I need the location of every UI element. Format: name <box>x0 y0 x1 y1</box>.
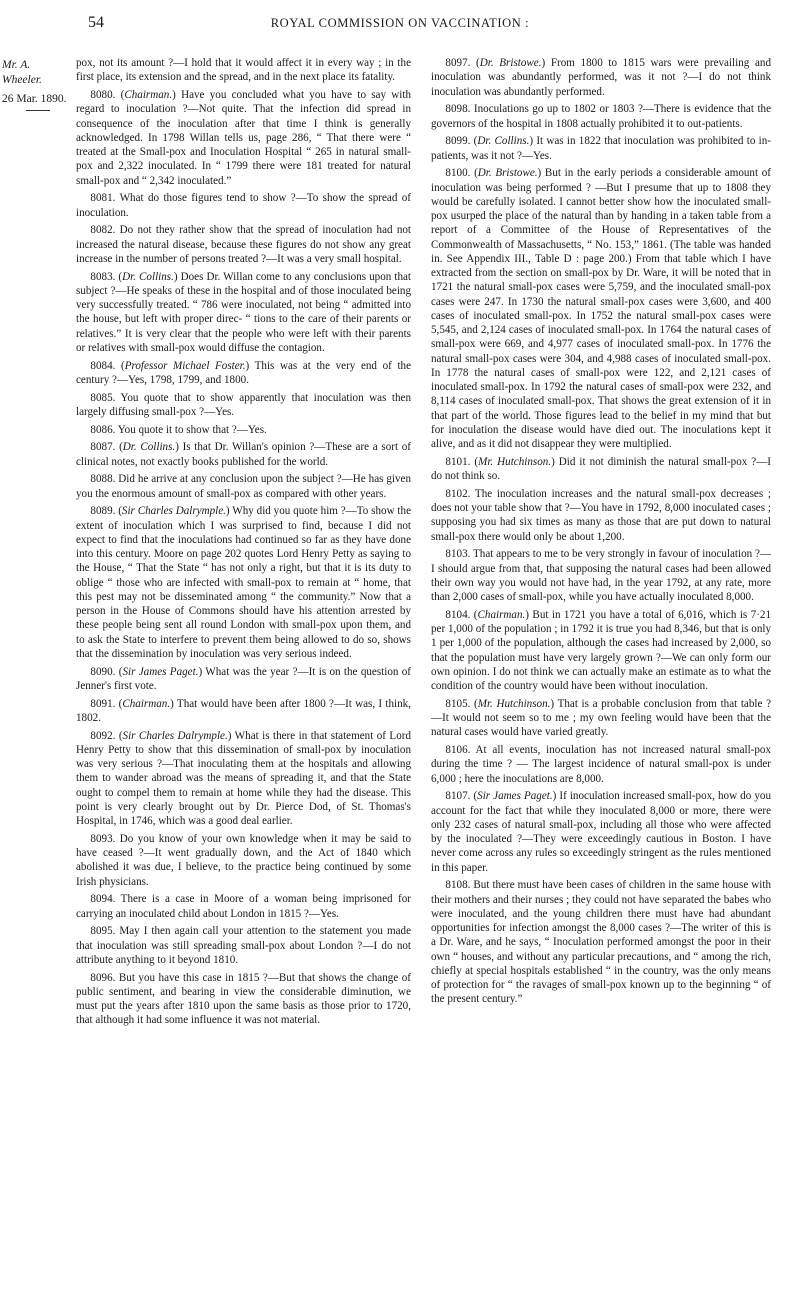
qa-paragraph <box>431 878 771 1006</box>
qa-paragraph <box>76 892 411 921</box>
qa-paragraph <box>431 166 771 451</box>
qa-paragraph <box>431 102 771 131</box>
paragraph-text: 8096. But you have this case in 1815 ?—But that shows the change of public sentiment, and bearing in view the considerable diminution, we must put the years after 1810 upon the same basis as those prior to 1720, that although it had some influence it was not material. <box>76 971 411 1027</box>
qa-paragraph <box>76 665 411 694</box>
paragraph-text: 8083. ( <box>90 270 123 283</box>
paragraph-text: pox, not its amount ?—I hold that it would affect it in every way ; in the first place, its extension and the spread, and in the next place its fatality. <box>76 57 411 84</box>
qa-paragraph <box>76 423 411 437</box>
qa-paragraph <box>76 191 411 220</box>
qa-paragraph <box>76 697 411 726</box>
paragraph-text: ) What is there in that statement of Lord Henry Petty to show that this dissemination of small-pox by inoculation was very serious ?—That inoculating them at the hospitals and allowing them to wander abroad was the means of spreading it, and that the State ought to compel them to remain at home while they had the disease. This point is very clearly brought out by Dr. Pierce Dod, of St. Thomas's Hospital, in 1746, which was a good deal earlier. <box>76 729 411 827</box>
running-title: ROYAL COMMISSION ON VACCINATION : <box>270 16 530 30</box>
speaker-name: Chairman. <box>124 89 173 101</box>
right-column <box>431 56 771 1010</box>
paragraph-text: ) That would have been after 1800 ?—It was, I think, 1802. <box>76 697 411 724</box>
speaker-name: Mr. Hutchinson. <box>477 697 551 710</box>
paragraph-text: 8104. ( <box>445 608 478 621</box>
qa-paragraph <box>431 697 771 740</box>
paragraph-text: 8091. ( <box>90 697 123 710</box>
speaker-name: Chairman. <box>122 697 171 710</box>
qa-paragraph <box>76 832 411 889</box>
page-number: 54 <box>88 14 104 31</box>
qa-paragraph <box>76 440 411 469</box>
paragraph-text: 8100. ( <box>445 167 478 180</box>
paragraph-text: ) But in 1721 you have a total of 6,016, which is 7·21 per 1,000 of the population ; in 1792 it is true you had 8,346, but that is only 1 per 1,000 of the population, although the cases had increased by 2,000, so that the population must have very largely grown ?—We can only form our own opinion. I do not think we can actually make an estimate as to what the condition of the country would have been without inoculation. <box>431 608 771 692</box>
paragraph-text: 8108. But there must have been cases of children in the same house with their mothers and their nurses ; they could not have separated the babes who were inoculated, and the young children there must have had abundant opportunities for infection amongst the 8,000 cases ?—The writer of this is a Dr. Ware, and he says, “ Inoculation performed amongst the poor in their own “ houses, and without any particular precautions, and “ among the rich, chiefly at special hospitals established “ in the country, was the only means of protection for “ the ravages of small-pox known up to the beginning “ of the present century.” <box>431 879 771 1006</box>
paragraph-text: 8089. ( <box>90 505 122 518</box>
qa-paragraph <box>431 789 771 875</box>
speaker-name: Dr. Bristowe. <box>477 167 538 180</box>
paragraph-text: ) If inoculation increased small-pox, how do you account for the fact that while they inoculated 8,000 or more, there were only 232 cases of natural small-pox, including all those who were affected by the inoculated ?—They were exceedingly cautious in Boston. I have never come across any rules so exceedingly stringent as the rules mentioned in this paper. <box>431 790 771 874</box>
qa-paragraph <box>431 547 771 604</box>
qa-paragraph <box>76 88 411 188</box>
qa-paragraph <box>76 56 411 85</box>
speaker-name: Dr. Collins. <box>477 135 530 148</box>
speaker-name: Mr. Hutchinson. <box>478 455 552 468</box>
paragraph-text: ) It was in 1822 that inoculation was prohibited to in-patients, was it not ?—Yes. <box>431 135 771 162</box>
qa-paragraph <box>431 487 771 544</box>
speaker-name: Sir Charles Dalrymple. <box>121 505 226 518</box>
paragraph-text: ) That is a probable conclusion from that table ?—It would not seem so to me ; my own feeling would have been that the natural cases would have varied greatly. <box>431 697 771 739</box>
paragraph-text: 8088. Did he arrive at any conclusion upon the subject ?—He has given you the enormous amount of small-pox as compared with other years. <box>76 473 411 500</box>
paragraph-text: 8080. ( <box>90 89 125 101</box>
paragraph-text: 8102. The inoculation increases and the natural small-pox decreases ; does not your table show that ?—You have in 1792, 8,000 inoculated cases ; supposing you had six times as many as those that are put down to natural small-pox there would only be about 1,200. <box>431 487 771 543</box>
qa-paragraph <box>76 971 411 1028</box>
paragraph-text: ) Have you concluded what you have to say with regard to inoculation ?—Not quite. That the infection did spread in consequence of the inoculation after that time I think is generally acknowledged. In 1798 Willan tells us, page 286, “ That there were “ treated at the Small-pox and Inoculation Hospital “ 265 in natural small-pox and 2,322 inoculated. In “ 1799 there were 181 treated for natural small-pox and “ 2,342 inoculated.” <box>76 89 412 187</box>
speaker-name: Sir James Paget. <box>122 665 199 678</box>
paragraph-text: ) Did it not diminish the natural small-pox ?—I do not think so. <box>431 455 771 482</box>
margin-rule <box>26 110 50 111</box>
speaker-name: Professor Michael Foster. <box>124 359 246 372</box>
qa-paragraph <box>76 391 411 420</box>
paragraph-text: ) Why did you quote him ?—To show the extent of inoculation which I was surprised to find, because I did not expect to find that the inoculations had continued so far as they have done into this century. Moore on page 202 quotes Lord Henry Petty as saying to the House, “ That the State “ has not only a right, but that it is its duty to oblige “ those who are infected with small-pox to remain at “ home, that this pest may not be disseminated among “ the community.” Now that a person in the House of Commons should have his attention arrested by these people being sent all round London with small-pox upon them, and to ask the State to interfere to prevent them being allowed to do so, shows that the dissemination by inoculation was very serious indeed. <box>76 505 411 660</box>
qa-paragraph <box>76 223 411 266</box>
paragraph-text: ) What was the year ?—It is on the question of Jenner's first vote. <box>76 665 411 692</box>
speaker-name: Dr. Bristowe. <box>479 57 542 69</box>
paragraph-text: 8087. ( <box>90 441 123 454</box>
paragraph-text: 8105. ( <box>445 697 478 710</box>
qa-paragraph <box>431 743 771 786</box>
paragraph-text: 8093. Do you know of your own knowledge when it may be said to have ceased ?—It went gradually down, and the Act of 1840 which abolished it was due, I believe, to the practice being continued by some Irish physicians. <box>76 832 411 888</box>
margin-note <box>2 58 68 111</box>
paragraph-text: ) This was at the very end of the century ?—Yes, 1798, 1799, and 1800. <box>76 359 411 386</box>
paragraph-text: ) But in the early periods a considerable amount of inoculation was being performed ? —But I presume that up to 1808 they would be carefully isolated. I cannot better show how the inoculated small-pox usurped the place of the natural than by handing in a taken table from a report of a Committee of the House of Representatives of the Commonwealth of Massachusetts, “ No. 153,” 1861. (The table was handed in. See Appendix III., Table D : page 200.) From that table which I have extracted from the section on small-pox by Dr. Ware, it will be noted that in 1721 the natural small-pox cases were 5,759, and the inoculated small-pox cases were 247. In 1730 the natural small-pox cases were 3,600, and 400 cases of inoculated small-pox. In 1752 the natural small-pox cases were 5,545, and 2,124 cases of inoculated small-pox. In 1764 the natural cases of small-pox were 669, and 4,977 cases of inoculated small-pox. In 1776 the natural small-pox cases were 304, and 4,988 cases of inoculated small-pox. In 1778 the natural cases of small-pox were 122, and 2,121 cases of inoculated small-pox. In 1792 the natural cases of small-pox were 232, and 8,114 cases of inoculated small-pox. That shows the great extension of it in that part of the world. Those figures lead to the belief in my mind that but for inoculation the disease would have died out. The inoculations kept it alive, and as it did not disappear they were multiplied. <box>431 167 771 450</box>
paragraph-text: 8099. ( <box>445 135 478 148</box>
paragraph-text: 8106. At all events, inoculation has not increased natural small-pox during the time ? — The largest incidence of natural small-pox is under 6,000 ; here the inoculations are 8,000. <box>431 744 771 785</box>
qa-paragraph <box>76 729 411 829</box>
paragraph-text: ) Is that Dr. Willan's opinion ?—These are a sort of clinical notes, not exactly books published for the world. <box>76 441 411 468</box>
qa-paragraph <box>76 270 411 356</box>
paragraph-text: 8095. May I then again call your attention to the statement you made that inoculation was still spreading small-pox about London ?—I do not attribute anything to it beyond 1810. <box>76 925 411 966</box>
speaker-name: Dr. Collins. <box>122 270 174 283</box>
qa-paragraph <box>76 472 411 501</box>
qa-paragraph <box>431 56 771 99</box>
witness-name: Mr. A. Wheeler. <box>2 59 42 86</box>
paragraph-text: 8081. What do those figures tend to show ?—To show the spread of inoculation. <box>76 192 411 219</box>
paragraph-text: 8092. ( <box>90 729 123 742</box>
paragraph-text: 8090. ( <box>90 665 123 678</box>
page-header <box>0 14 800 38</box>
paragraph-text: 8107. ( <box>445 790 478 803</box>
paragraph-text: ) From 1800 to 1815 wars were prevailing and inoculation was abundantly performed, was it not ?—I do not think inoculation was abundantly performed. <box>431 57 771 98</box>
paragraph-text: 8086. You quote it to show that ?—Yes. <box>90 423 267 436</box>
paragraph-text: 8103. That appears to me to be very strongly in favour of inoculation ?—I should argue from that, that supposing the natural cases had been allowed their own way you would not have had, in the year 1792, at any rate, more than 2,000 cases of small-pox, while you have actually inoculated 8,000. <box>431 548 771 603</box>
speaker-name: Sir Charles Dalrymple. <box>122 729 228 742</box>
hearing-date: 26 Mar. 1890. <box>2 93 67 105</box>
qa-paragraph <box>76 504 411 661</box>
paragraph-text: 8098. Inoculations go up to 1802 or 1803 ?—There is evidence that the governors of the hospital in 1808 actually prohibited it to out-patients. <box>431 103 771 130</box>
qa-paragraph <box>431 134 771 163</box>
paragraph-text: 8082. Do not they rather show that the spread of inoculation had not increased the natural disease, because these figures do not show any great increase in the number of persons treated ?—It was a very small hospital. <box>76 224 411 265</box>
paragraph-text: 8094. There is a case in Moore of a woman being imprisoned for carrying an inoculated child about London in 1815 ?—Yes. <box>76 893 411 920</box>
left-column <box>76 56 411 1031</box>
qa-paragraph <box>76 359 411 388</box>
qa-paragraph <box>431 455 771 484</box>
paragraph-text: 8084. ( <box>90 359 125 372</box>
speaker-name: Sir James Paget. <box>477 790 553 803</box>
speaker-name: Chairman. <box>477 608 526 621</box>
paragraph-text: 8101. ( <box>445 455 479 468</box>
qa-paragraph <box>431 608 771 694</box>
paragraph-text: 8085. You quote that to show apparently that inoculation was then largely diffusing small-pox ?—Yes. <box>76 391 411 418</box>
speaker-name: Dr. Collins. <box>122 441 176 454</box>
qa-paragraph <box>76 924 411 967</box>
paragraph-text: ) Does Dr. Willan come to any conclusions upon that subject ?—He speaks of these in the hospital and of those inoculated being very successfully treated. “ 786 were inoculated, not being “ admitted into the house, but left with proper direc- “ tions to the care of their parents or relatives.” It is very clear that the people who were left with their parents or relatives with small-pox would diffuse the contagion. <box>76 270 411 354</box>
paragraph-text: 8097. ( <box>445 57 480 69</box>
